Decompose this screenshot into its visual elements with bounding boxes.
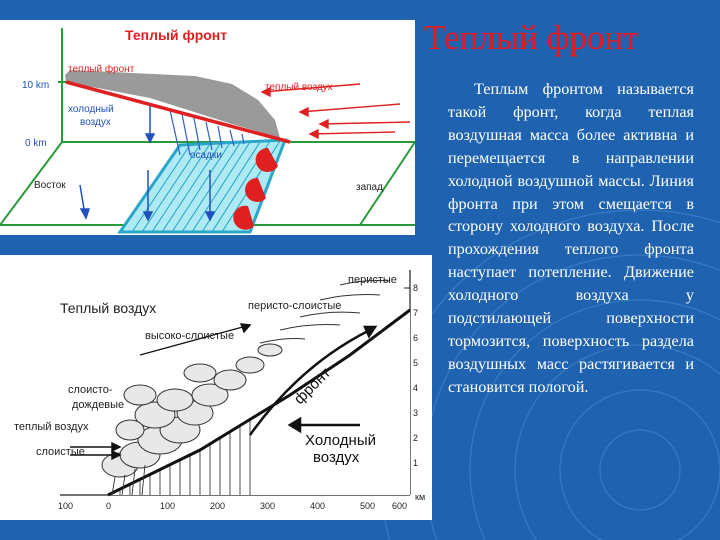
km-unit-label: км — [415, 492, 426, 502]
diagram-top-title: Теплый фронт — [125, 27, 228, 43]
x-tick: 300 — [260, 501, 276, 511]
slide-title: Теплый фронт — [424, 18, 639, 57]
altitude-zero-label: 0 km — [25, 138, 47, 149]
slide-body-text: Теплым фронтом называется такой фронт, когда теплая воздушная масса более активна и перемещается в направлении холодной воздушной массы. Линия фронта при этом смещается в сторону холодного воздуха. После прохождения теплого фронта наступает потепление. Движение холодного воздуха у подстилающей поверхности тормозится, поверхность раздела воздушных масс растягивается и становится пологой. — [448, 80, 694, 396]
cirrus-label: перистые — [348, 274, 397, 286]
cold-air-label-1: Холодный — [305, 432, 376, 449]
y-tick: 1 — [413, 458, 419, 468]
warm-front-3d-diagram — [0, 20, 415, 235]
x-tick: 600 — [392, 501, 408, 511]
y-tick: 8 — [413, 283, 419, 293]
cold-air-label-1: холодный — [68, 104, 114, 115]
y-tick: 4 — [413, 383, 419, 393]
cirrostratus-label: перисто-слоистые — [248, 300, 342, 312]
west-label: запад — [356, 182, 383, 193]
warm-front-cross-section — [0, 255, 432, 520]
precipitation-label: осадки — [190, 150, 222, 161]
front-label: фронт — [290, 364, 335, 408]
y-tick: 7 — [413, 308, 419, 318]
x-tick: 500 — [360, 501, 376, 511]
altostratus-label: высоко-слоистые — [145, 330, 235, 342]
warm-air-label: теплый воздух — [265, 82, 333, 93]
cold-air-label-2: воздух — [80, 117, 111, 128]
y-tick: 2 — [413, 433, 419, 443]
warm-air-small-label: теплый воздух — [14, 421, 89, 433]
stratus-label: слоистые — [36, 446, 85, 458]
east-label: Восток — [34, 180, 66, 191]
x-tick: 0 — [106, 501, 112, 511]
nimbostratus-label-2: дождевые — [72, 399, 125, 411]
altitude-high-label: 10 km — [22, 80, 50, 91]
x-tick: 400 — [310, 501, 326, 511]
cold-air-label-2: воздух — [313, 449, 360, 466]
nimbostratus-label-1: слоисто- — [68, 384, 113, 396]
warm-air-heading: Теплый воздух — [60, 300, 157, 316]
x-tick: 100 — [58, 501, 74, 511]
x-tick: 100 — [160, 501, 176, 511]
front-label: теплый фронт — [68, 64, 135, 75]
y-tick: 6 — [413, 333, 419, 343]
y-tick: 3 — [413, 408, 419, 418]
y-tick: 5 — [413, 358, 419, 368]
x-tick: 200 — [210, 501, 226, 511]
